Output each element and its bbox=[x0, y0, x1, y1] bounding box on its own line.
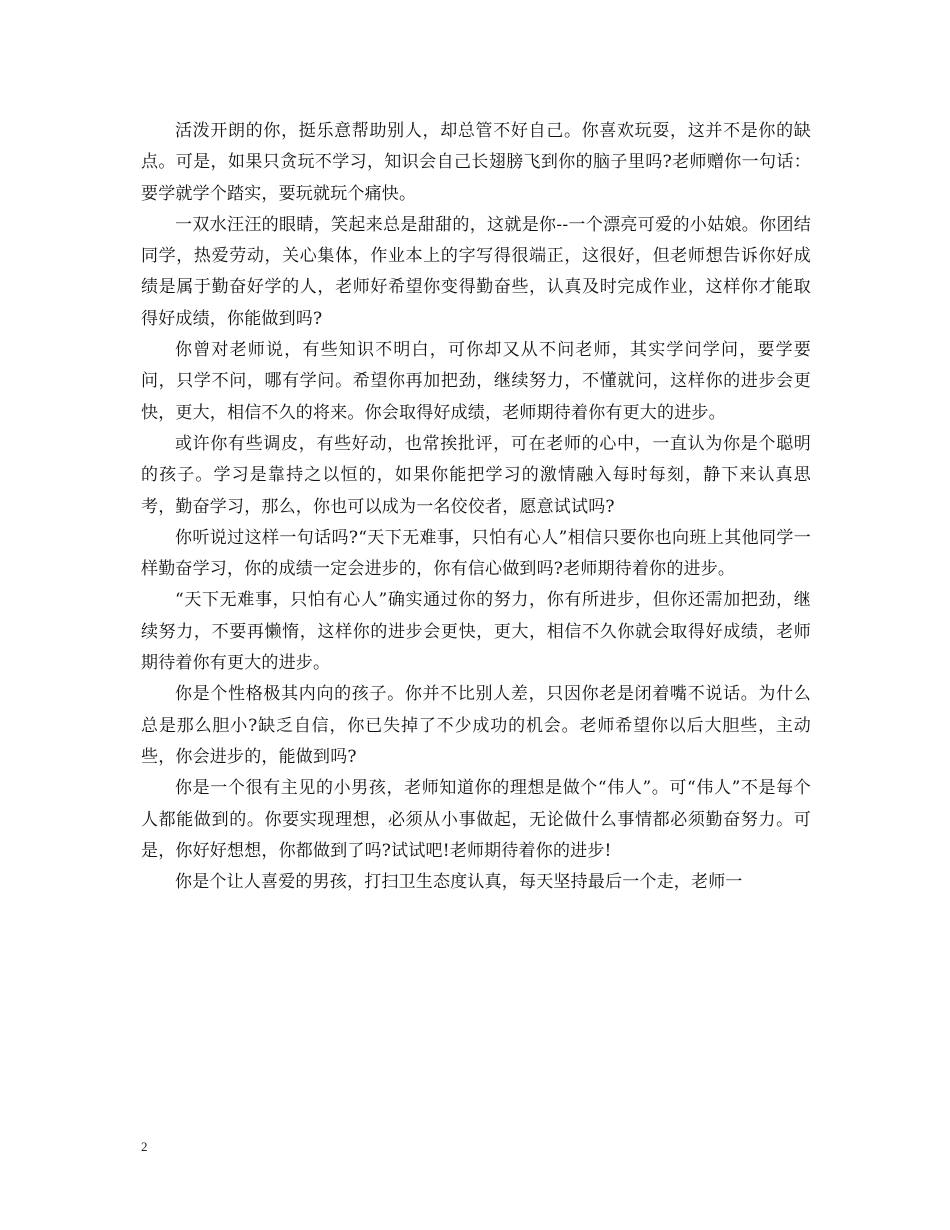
paragraph-5: 你听说过这样一句话吗?“天下无难事，只怕有心人”相信只要你也向班上其他同学一样勤奋学习，你的成绩一定会进步的，你有信心做到吗?老师期待着你的进步。 bbox=[141, 527, 811, 580]
paragraph-6: “天下无难事，只怕有心人”确实通过你的努力，你有所进步，但你还需加把劲，继续努力，不要再懒惰，这样你的进步会更快，更大，相信不久你就会取得好成绩，老师期待着你有更大的进步。 bbox=[141, 590, 811, 674]
paragraph-7: 你是个性格极其内向的孩子。你并不比别人差，只因你老是闭着嘴不说话。为什么总是那么胆小?缺乏自信，你已失掉了不少成功的机会。老师希望你以后大胆些，主动些，你会进步的，能做到吗? bbox=[141, 684, 811, 767]
paragraph-2: 一双水汪汪的眼睛，笑起来总是甜甜的，这就是你--一个漂亮可爱的小姑娘。你团结同学，热爱劳动，关心集体，作业本上的字写得很端正，这很好，但老师想告诉你好成绩是属于勤奋好学的人，老师好希望你变得勤奋些，认真及时完成作业，这样你才能取得好成绩，你能做到吗? bbox=[141, 214, 811, 329]
document-body bbox=[141, 116, 811, 898]
paragraph-8: 你是一个很有主见的小男孩，老师知道你的理想是做个“伟人”。可“伟人”不是每个人都能做到的。你要实现理想，必须从小事做起，无论做什么事情都必须勤奋努力。可是，你好好想想，你都做到了吗?试试吧!老师期待着你的进步! bbox=[141, 778, 811, 861]
page-number: 2 bbox=[141, 1139, 148, 1154]
paragraph-3: 你曾对老师说，有些知识不明白，可你却又从不问老师，其实学问学问，要学要问，只学不问，哪有学问。希望你再加把劲，继续努力，不懂就问，这样你的进步会更快，更大，相信不久的将来。你会取得好成绩，老师期待着你有更大的进步。 bbox=[141, 340, 811, 423]
paragraph-9: 你是个让人喜爱的男孩，打扫卫生态度认真，每天坚持最后一个走，老师一 bbox=[175, 872, 743, 893]
paragraph-1: 活泼开朗的你，挺乐意帮助别人，却总管不好自己。你喜欢玩耍，这并不是你的缺点。可是，如果只贪玩不学习，知识会自己长翅膀飞到你的脑子里吗?老师赠你一句话：要学就学个踏实，要玩就玩个痛快。 bbox=[141, 121, 811, 204]
paragraph-4: 或许你有些调皮，有些好动，也常挨批评，可在老师的心中，一直认为你是个聪明的孩子。学习是靠持之以恒的，如果你能把学习的激情融入每时每刻，静下来认真思考，勤奋学习，那么，你也可以成为一名佼佼者，愿意试试吗? bbox=[141, 433, 811, 517]
